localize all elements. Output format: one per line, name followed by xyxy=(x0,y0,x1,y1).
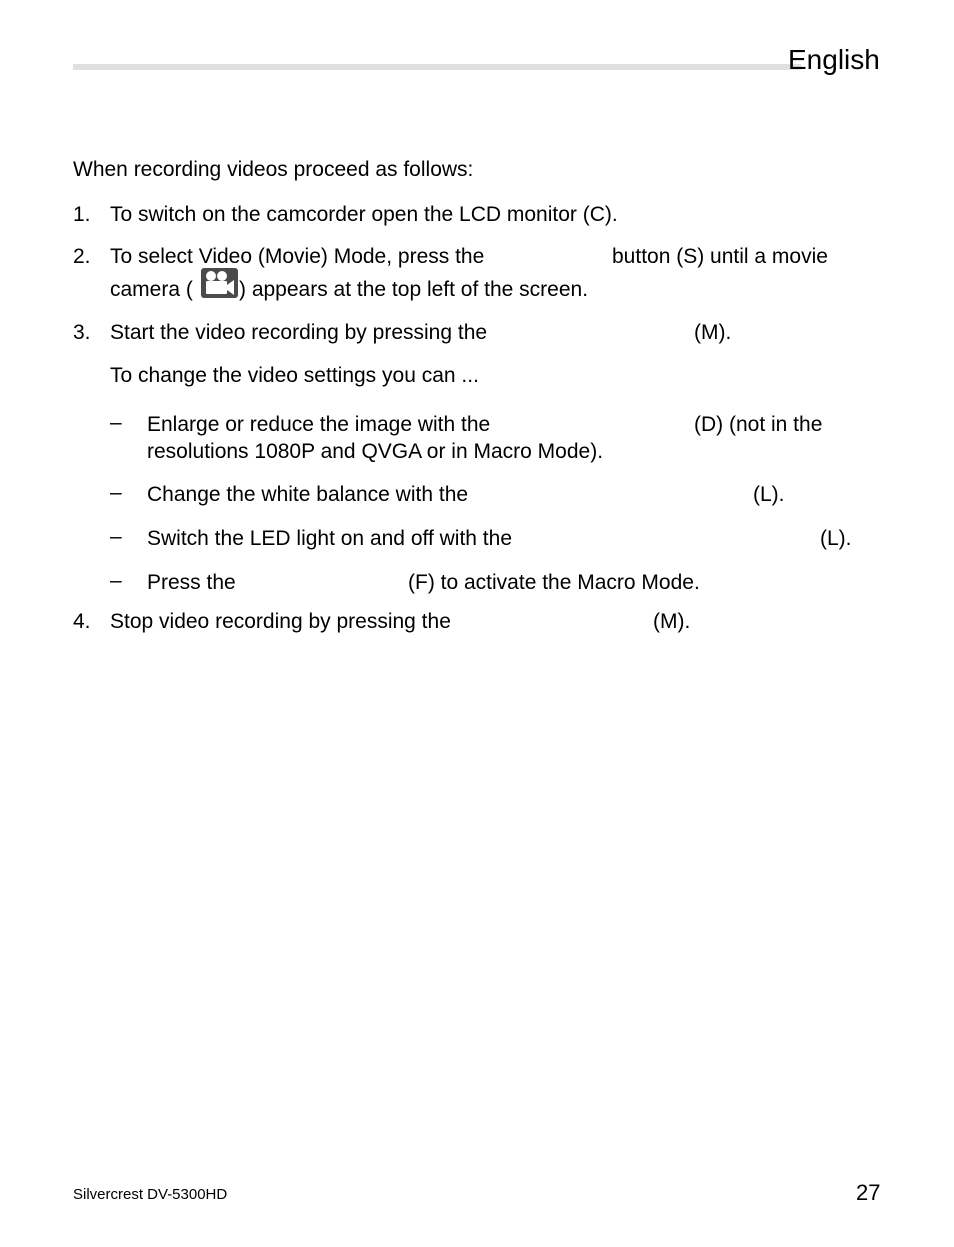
step-2-text-part3: camera ( xyxy=(110,278,193,301)
step-2-text-part2: button (S) until a movie xyxy=(612,245,828,268)
bullet-4-marker: – xyxy=(110,569,122,592)
step-3-text-part1: Start the video recording by pressing the xyxy=(110,321,488,344)
bullet-3-text-part2: (L). xyxy=(820,527,852,550)
bullet-1-text-part1: Enlarge or reduce the image with the xyxy=(147,413,491,436)
intro-text: When recording videos proceed as follows: xyxy=(73,158,474,181)
page-number: 27 xyxy=(856,1180,881,1205)
bullet-1-text-part3: resolutions 1080P and QVGA or in Macro Mode). xyxy=(147,440,604,463)
step-1-number: 1. xyxy=(73,203,91,226)
bullet-4-text-part1: Press the xyxy=(147,571,236,594)
step-3-text-part2: (M). xyxy=(694,321,732,344)
bullet-2-text-part2: (L). xyxy=(753,483,785,506)
bullet-2-marker: – xyxy=(110,481,122,504)
bullet-1-marker: – xyxy=(110,411,122,434)
step-2-text-part1: To select Video (Movie) Mode, press the xyxy=(110,245,485,268)
header-rule xyxy=(73,64,801,70)
step-4-text-part2: (M). xyxy=(653,610,691,633)
step-1-text: To switch on the camcorder open the LCD monitor (C). xyxy=(110,203,618,226)
bullet-4-text-part2: (F) to activate the Macro Mode. xyxy=(408,571,700,594)
movie-camera-icon xyxy=(201,268,238,298)
step-2-number: 2. xyxy=(73,245,91,268)
step-4-text-part1: Stop video recording by pressing the xyxy=(110,610,451,633)
step-2-text-part4: ) appears at the top left of the screen. xyxy=(239,278,589,301)
step-4-number: 4. xyxy=(73,610,91,633)
bullet-1-text-part2: (D) (not in the xyxy=(694,413,823,436)
bullet-2-text-part1: Change the white balance with the xyxy=(147,483,469,506)
footer-product-name: Silvercrest DV-5300HD xyxy=(73,1186,228,1203)
language-label: English xyxy=(788,44,880,75)
settings-intro: To change the video settings you can ... xyxy=(110,364,479,387)
bullet-3-text-part1: Switch the LED light on and off with the xyxy=(147,527,512,550)
step-3-number: 3. xyxy=(73,321,91,344)
bullet-3-marker: – xyxy=(110,525,122,548)
